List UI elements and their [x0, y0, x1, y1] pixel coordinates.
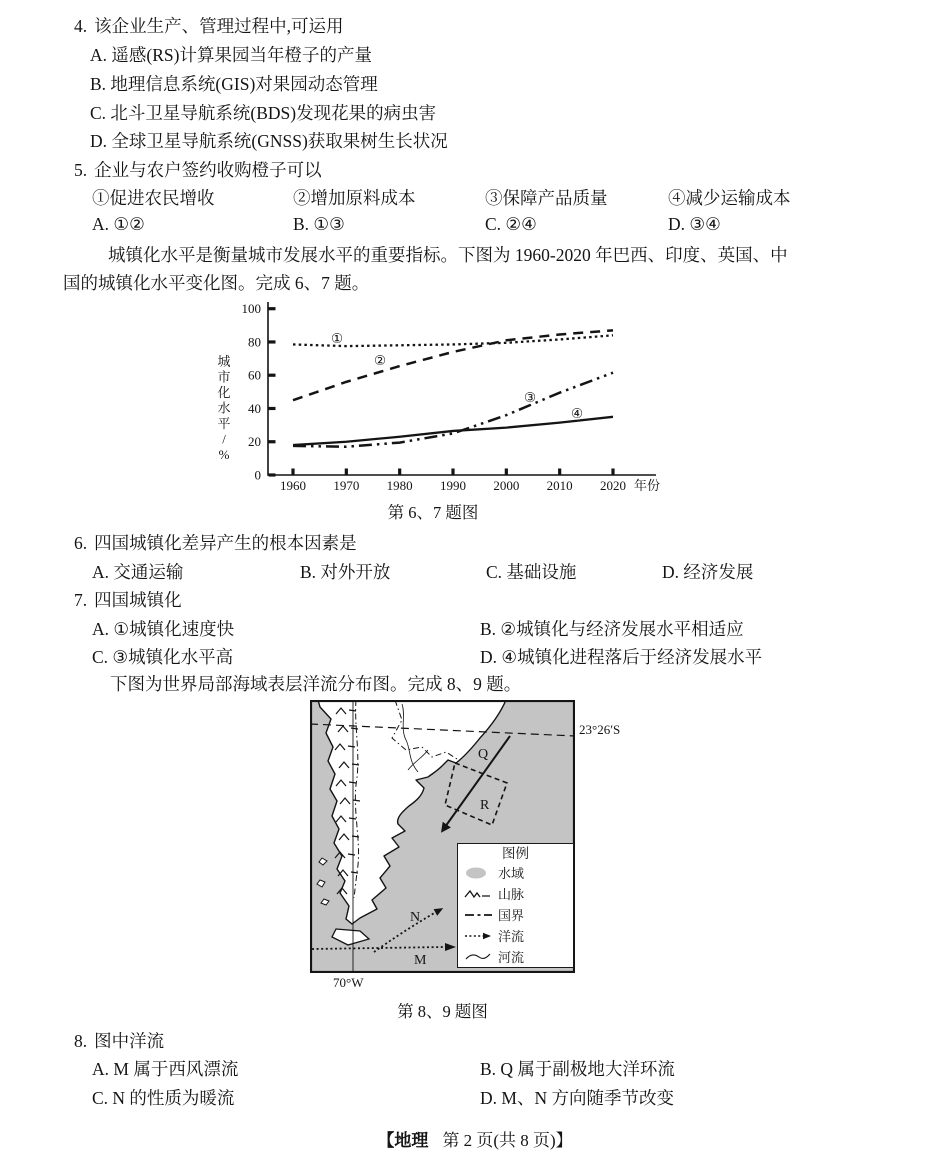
chart-caption: 第 6、7 题图 [387, 503, 479, 522]
y-axis-title-char: 市 [217, 369, 231, 385]
item-3: ③保障产品质量 [485, 188, 608, 208]
y-axis-title-char: 城 [217, 354, 231, 369]
x-tick-label: 1960 [280, 478, 306, 493]
x-tick-label: 2010 [546, 478, 573, 493]
question-5-option-c: C. ②④ [485, 214, 537, 234]
question-8-option-c: C. N 的性质为暖流 [92, 1088, 235, 1108]
question-7-stem: 7. 四国城镇化 [74, 590, 182, 610]
y-tick-label: 100 [241, 301, 261, 317]
question-4-stem: 4. 该企业生产、管理过程中,可运用 [74, 16, 344, 36]
question-6-option-a: A. 交通运输 [92, 562, 184, 582]
current-m-label: M [414, 953, 427, 968]
legend-row-water: 水域 [458, 862, 573, 883]
item-2: ②增加原料成本 [293, 188, 416, 208]
x-axis-title: 年份 [634, 478, 661, 493]
footer-page-number: 第 2 页(共 8 页)】 [442, 1131, 573, 1150]
ocean-current-icon [463, 928, 493, 944]
passage-67-line2: 国的城镇化水平变化图。完成 6、7 题。 [63, 273, 370, 293]
question-7-option-c: C. ③城镇化水平高 [92, 647, 234, 667]
y-tick-label: 80 [248, 334, 261, 350]
river-icon [463, 949, 493, 965]
y-tick-label: 40 [248, 400, 261, 416]
x-tick-label: 1970 [333, 478, 360, 493]
question-7-option-b: B. ②城镇化与经济发展水平相适应 [480, 619, 744, 639]
region-r-label: R [480, 798, 490, 813]
series-label-②: ② [373, 353, 387, 368]
series-line-④ [293, 417, 613, 445]
question-6-number: 6. [74, 533, 88, 553]
question-4-option-a: A. 遥感(RS)计算果园当年橙子的产量 [90, 45, 372, 65]
series-label-③: ③ [523, 390, 537, 405]
x-tick-label: 2000 [493, 478, 520, 493]
question-8-stem: 8. 图中洋流 [74, 1031, 165, 1051]
x-tick-label: 1980 [386, 478, 413, 493]
passage-67-line1: 城镇化水平是衡量城市发展水平的重要指标。下图为 1960-2020 年巴西、印度、英国、中 [108, 245, 788, 265]
longitude-label: 70°W [333, 975, 364, 990]
legend-title: 图例 [502, 846, 529, 861]
y-axis-title-char: 化 [217, 385, 231, 400]
latitude-label: 23°26′S [579, 722, 621, 737]
question-6-options [0, 559, 950, 585]
question-5-number: 5. [74, 160, 88, 180]
legend-row-mountain: 山脉 [458, 883, 573, 904]
current-q-label: Q [478, 747, 489, 762]
legend-row-current: 洋流 [458, 925, 573, 946]
question-6-option-d: D. 经济发展 [662, 562, 754, 582]
question-7-option-d: D. ④城镇化进程落后于经济发展水平 [480, 647, 763, 667]
question-4-option-c: C. 北斗卫星导航系统(BDS)发现花果的病虫害 [90, 103, 437, 123]
mountain-icon [463, 886, 493, 902]
map-caption: 第 8、9 题图 [397, 1002, 488, 1021]
question-6-option-b: B. 对外开放 [300, 562, 391, 582]
current-n-label: N [410, 910, 421, 925]
map-legend [457, 843, 574, 968]
item-1: ①促进农民增收 [92, 188, 215, 208]
question-5-option-a: A. ①② [92, 214, 145, 234]
question-8-options-row2 [0, 1085, 950, 1111]
question-5-items [0, 185, 950, 211]
question-4-option-d: D. 全球卫星导航系统(GNSS)获取果树生长状况 [90, 131, 448, 151]
question-7-number: 7. [74, 590, 88, 610]
series-label-④: ④ [570, 406, 584, 421]
footer-subject: 【地理 [377, 1131, 429, 1150]
y-axis-title-char: % [218, 447, 230, 462]
question-8-option-d: D. M、N 方向随季节改变 [480, 1088, 674, 1108]
legend-row-border: 国界 [458, 904, 573, 925]
question-4-option-b: B. 地理信息系统(GIS)对果园动态管理 [90, 74, 378, 94]
question-5-option-b: B. ①③ [293, 214, 345, 234]
legend-row-river: 河流 [458, 946, 573, 967]
x-tick-label: 2020 [600, 478, 626, 493]
question-5-stem: 5. 企业与农户签约收购橙子可以 [74, 160, 322, 180]
border-icon [463, 907, 493, 923]
y-tick-label: 0 [254, 467, 261, 483]
question-7-option-a: A. ①城镇化速度快 [92, 619, 235, 639]
question-6-option-c: C. 基础设施 [486, 562, 577, 582]
question-8-option-b: B. Q 属于副极地大洋环流 [480, 1059, 675, 1079]
question-6-stem: 6. 四国城镇化差异产生的根本因素是 [74, 533, 357, 553]
question-5-option-d: D. ③④ [668, 214, 721, 234]
question-8-option-a: A. M 属于西风漂流 [92, 1059, 239, 1079]
series-line-③ [293, 373, 613, 447]
x-tick-label: 1990 [440, 478, 466, 493]
question-4-number: 4. [74, 16, 88, 36]
question-5-options [0, 214, 950, 240]
passage-89: 下图为世界局部海域表层洋流分布图。完成 8、9 题。 [110, 674, 522, 694]
water-swatch-icon [463, 865, 493, 881]
question-7-options-row1 [0, 616, 950, 642]
urbanization-line-chart [198, 296, 688, 508]
question-7-options-row2 [0, 644, 950, 670]
y-axis-title-char: / [222, 431, 226, 447]
y-tick-label: 20 [248, 434, 261, 450]
y-axis-title-char: 平 [217, 416, 231, 431]
series-label-①: ① [330, 331, 344, 346]
y-tick-label: 60 [248, 367, 261, 383]
page-footer [0, 1126, 950, 1151]
question-8-number: 8. [74, 1031, 88, 1051]
y-axis-title-char: 水 [217, 400, 231, 416]
question-8-options-row1 [0, 1056, 950, 1082]
item-4: ④减少运输成本 [668, 188, 791, 208]
